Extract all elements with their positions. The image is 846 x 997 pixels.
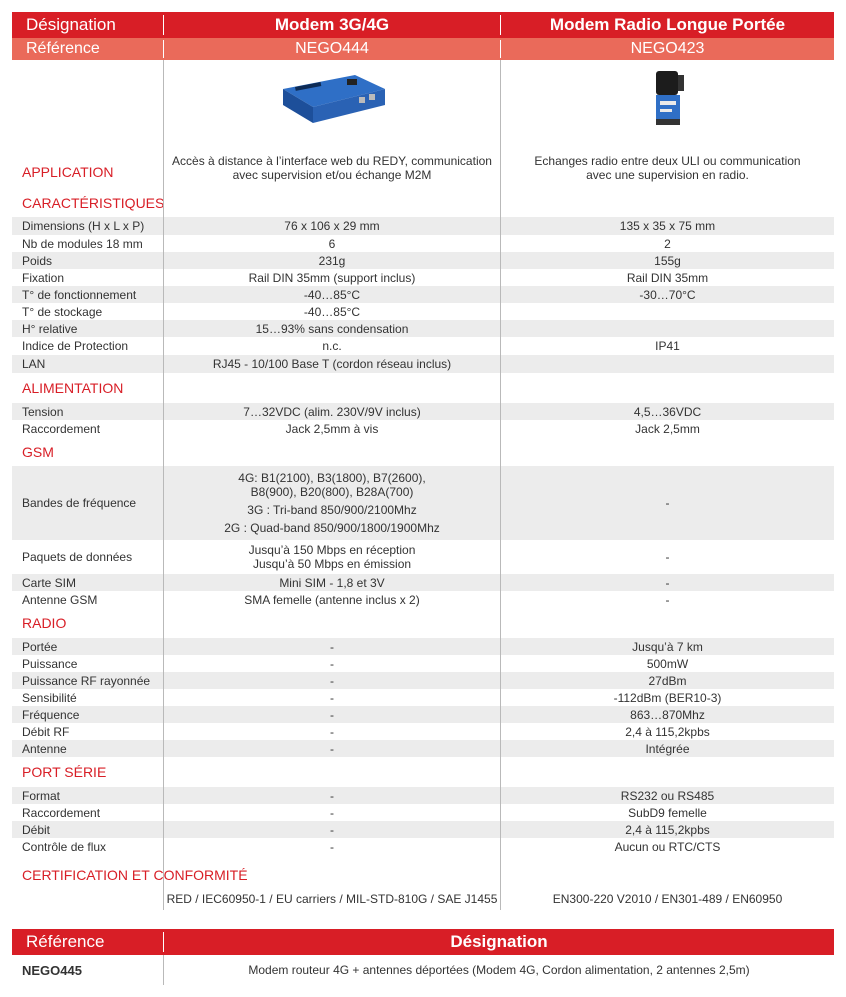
table-row [12, 303, 834, 320]
row-col1: - [163, 638, 500, 655]
table-row [12, 466, 834, 540]
row-col2 [500, 320, 834, 337]
row-col2: 27dBm [500, 672, 834, 689]
table-row [12, 655, 834, 672]
row-col2: IP41 [500, 337, 834, 355]
table-row [12, 217, 834, 235]
row-col1: RJ45 - 10/100 Base T (cordon réseau inclus) [163, 355, 500, 373]
col1-title: Modem 3G/4G [163, 15, 500, 35]
row-col2: Jack 2,5mm [500, 420, 834, 437]
table-row [12, 320, 834, 337]
header-row-reference [12, 38, 834, 60]
row-col2: -30…70°C [500, 286, 834, 303]
section-title: PORT SÉRIE [22, 764, 107, 780]
reference-label: Référence [26, 40, 100, 57]
row-col1: - [163, 655, 500, 672]
bandes-line: B8(900), B20(800), B28A(700) [250, 485, 414, 499]
section-title: RADIO [22, 615, 67, 631]
table-row [12, 591, 834, 608]
row-label: Raccordement [22, 421, 101, 436]
modem-3g4g-image [273, 60, 391, 136]
table-row [12, 540, 834, 574]
row-label: Indice de Protection [22, 339, 129, 353]
row-col2: RS232 ou RS485 [500, 787, 834, 804]
row-col2: - [500, 540, 834, 574]
row-label: Contrôle de flux [22, 839, 107, 854]
row-col2: 863…870Mhz [500, 706, 834, 723]
row-col2: Jusqu’à 7 km [500, 638, 834, 655]
table-row [12, 574, 834, 591]
row-label: Nb de modules 18 mm [22, 236, 143, 251]
table-row [12, 689, 834, 706]
row-col1: -40…85°C [163, 286, 500, 303]
row-col2: 500mW [500, 655, 834, 672]
row-col1: n.c. [163, 337, 500, 355]
table-row [12, 420, 834, 437]
application-label: APPLICATION [22, 164, 114, 180]
reference-table [12, 929, 834, 985]
row-col1: - [163, 672, 500, 689]
bandes-line: 4G: B1(2100), B3(1800), B7(2600), [238, 471, 426, 485]
section-title: GSM [22, 443, 54, 460]
row-col2: 2 [500, 235, 834, 252]
row-label: T° de fonctionnement [22, 287, 137, 302]
table-row [12, 740, 834, 757]
row-col2 [500, 355, 834, 373]
table-row [12, 235, 834, 252]
table-row [12, 403, 834, 420]
table-row [12, 723, 834, 740]
row-col1: 7…32VDC (alim. 230V/9V inclus) [163, 403, 500, 420]
row-col1: 231g [163, 252, 500, 269]
row-col1: - [163, 787, 500, 804]
row-col2: Rail DIN 35mm [500, 269, 834, 286]
table-row [12, 672, 834, 689]
row-label: Raccordement [22, 805, 101, 820]
row-label: Puissance [22, 656, 78, 671]
row-label: Puissance RF rayonnée [22, 673, 151, 688]
table-row [12, 838, 834, 855]
row-col2: SubD9 femelle [500, 804, 834, 821]
reference-label: Référence [26, 932, 105, 951]
row-label: Débit RF [22, 724, 70, 739]
row-col1: Rail DIN 35mm (support inclus) [163, 269, 500, 286]
row-col1: 6 [163, 235, 500, 252]
reference-code: NEGO445 [22, 962, 82, 978]
row-label: Dimensions (H x L x P) [22, 219, 145, 233]
row-label: H° relative [22, 321, 78, 336]
table-row [12, 804, 834, 821]
row-label: Paquets de données [22, 550, 133, 564]
row-col2: 135 x 35 x 75 mm [500, 217, 834, 235]
row-label: Antenne GSM [22, 592, 98, 607]
col1-ref: NEGO444 [163, 40, 500, 58]
row-col1: - [163, 804, 500, 821]
row-col1: Mini SIM - 1,8 et 3V [163, 574, 500, 591]
table-row [12, 787, 834, 804]
section-certification [12, 855, 834, 888]
section-caracteristiques [12, 188, 834, 217]
row-label: Fixation [22, 270, 65, 285]
row-col1: - [163, 821, 500, 838]
row-col1: 15…93% sans condensation [163, 320, 500, 337]
row-label: T° de stockage [22, 304, 103, 319]
section-alimentation [12, 373, 834, 403]
bandes-line: 3G : Tri-band 850/900/2100Mhz [247, 503, 417, 517]
row-col2: 155g [500, 252, 834, 269]
table-row [12, 821, 834, 838]
application-row [12, 60, 834, 188]
table-row [12, 337, 834, 355]
certification-col2: EN300-220 V2010 / EN301-489 / EN60950 [500, 888, 834, 910]
row-col2: 4,5…36VDC [500, 403, 834, 420]
row-col2: 2,4 à 115,2kpbs [500, 821, 834, 838]
row-col1: - [163, 740, 500, 757]
row-col2: - [500, 591, 834, 608]
row-col1: - [163, 706, 500, 723]
table-row [12, 286, 834, 303]
application-col2: Echanges radio entre deux ULI ou communication avec une supervision en radio. [534, 154, 801, 182]
reference-header-row [12, 929, 834, 955]
section-title: CERTIFICATION ET CONFORMITÉ [22, 867, 248, 883]
row-label: Sensibilité [22, 690, 77, 705]
row-col1: - [163, 689, 500, 706]
row-label: Format [22, 788, 61, 803]
header-row-designation [12, 12, 834, 38]
table-row [12, 252, 834, 269]
reference-description: Modem routeur 4G + antennes déportées (Modem 4G, Cordon alimentation, 2 antennes 2,5m) [163, 955, 834, 985]
section-title: ALIMENTATION [22, 380, 124, 396]
application-col1: Accès à distance à l’interface web du REDY, communication avec supervision et/ou échange M2M [172, 154, 492, 182]
row-label: Carte SIM [22, 575, 77, 590]
paquets-line: Jusqu’à 50 Mbps en émission [252, 557, 412, 571]
spec-table [12, 12, 834, 910]
row-col1: - [163, 723, 500, 740]
row-col1: SMA femelle (antenne inclus x 2) [163, 591, 500, 608]
row-label: Tension [22, 404, 64, 419]
col2-ref: NEGO423 [500, 40, 834, 58]
section-port-serie [12, 757, 834, 787]
row-col2: Intégrée [500, 740, 834, 757]
row-col1: - [163, 838, 500, 855]
row-col2: -112dBm (BER10-3) [500, 689, 834, 706]
row-col1: Jack 2,5mm à vis [163, 420, 500, 437]
bandes-line: 2G : Quad-band 850/900/1800/1900Mhz [224, 521, 440, 535]
section-gsm [12, 437, 834, 466]
row-label: Débit [22, 822, 51, 837]
row-label: Fréquence [22, 707, 80, 722]
section-radio [12, 608, 834, 638]
table-row [12, 269, 834, 286]
table-row [12, 706, 834, 723]
table-row [12, 355, 834, 373]
paquets-line: Jusqu’à 150 Mbps en réception [248, 543, 416, 557]
row-col2: Aucun ou RTC/CTS [500, 838, 834, 855]
designation-label: Désignation [163, 932, 834, 952]
modem-radio-image [648, 60, 688, 136]
row-col1: 76 x 106 x 29 mm [163, 217, 500, 235]
row-label: Portée [22, 639, 58, 654]
row-label: Antenne [22, 741, 67, 756]
designation-label: Désignation [26, 15, 116, 34]
table-row [12, 638, 834, 655]
certification-col1: RED / IEC60950-1 / EU carriers / MIL-STD-810G / SAE J1455 [163, 888, 500, 910]
section-title: CARACTÉRISTIQUES [22, 194, 165, 211]
table-row [12, 888, 834, 910]
col2-title: Modem Radio Longue Portée [500, 15, 834, 35]
row-col2: - [500, 574, 834, 591]
row-label: LAN [22, 357, 46, 371]
row-col2: 2,4 à 115,2kpbs [500, 723, 834, 740]
row-label: Poids [22, 253, 53, 268]
reference-data-row [12, 955, 834, 985]
row-col1: -40…85°C [163, 303, 500, 320]
row-col2: - [500, 466, 834, 540]
row-col2 [500, 303, 834, 320]
row-label: Bandes de fréquence [22, 496, 137, 510]
